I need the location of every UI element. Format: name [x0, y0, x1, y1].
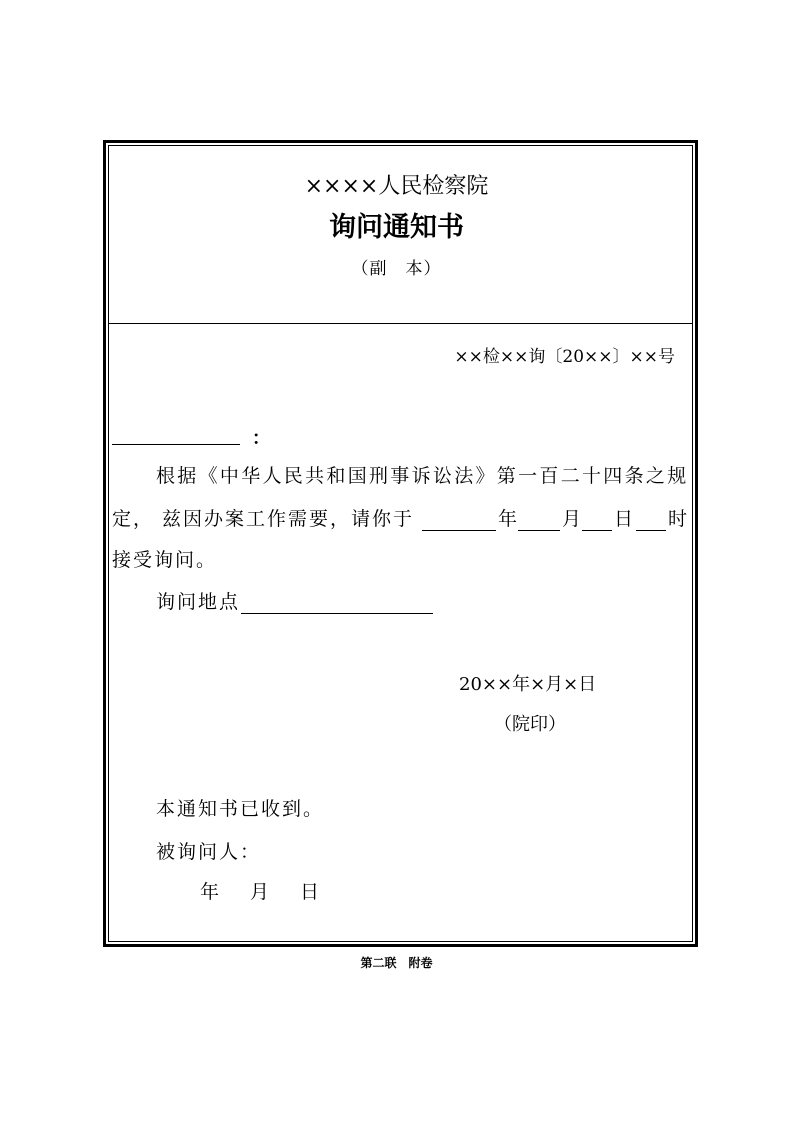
year-blank[interactable]	[422, 530, 496, 531]
header-divider	[108, 323, 693, 324]
month-blank[interactable]	[518, 530, 560, 531]
interviewee-signature-label: 被询问人：	[156, 841, 262, 863]
page-footer: 第二联 附卷	[360, 956, 433, 970]
notice-paragraph-line3: 接受询问。	[112, 549, 218, 571]
receipt-statement: 本通知书已收到。	[156, 798, 325, 820]
issue-date: 20××年×月×日	[459, 674, 597, 695]
month-unit: 月	[562, 508, 584, 530]
day-blank[interactable]	[582, 530, 612, 531]
procuratorate-name: ××××人民检察院	[304, 174, 489, 199]
document-title: 询问通知书	[329, 212, 464, 243]
addressee-colon: ：	[252, 428, 270, 449]
copy-label: （副 本）	[351, 259, 442, 279]
hour-unit: 时	[668, 508, 690, 530]
receipt-date-line: 年 月 日	[200, 881, 326, 903]
notice-paragraph-line2: 定， 兹因办案工作需要，请你于	[112, 508, 415, 530]
addressee-blank[interactable]	[112, 444, 240, 445]
year-unit: 年	[498, 508, 520, 530]
document-number: ××检××询〔20××〕××号	[454, 347, 675, 367]
court-seal-label: （院印）	[494, 714, 566, 735]
interview-place-label: 询问地点	[156, 591, 241, 613]
day-unit: 日	[614, 508, 636, 530]
hour-blank[interactable]	[636, 530, 666, 531]
notice-paragraph-line1: 根据《中华人民共和国刑事诉讼法》第一百二十四条之规	[156, 465, 689, 487]
interview-place-blank[interactable]	[241, 613, 433, 614]
